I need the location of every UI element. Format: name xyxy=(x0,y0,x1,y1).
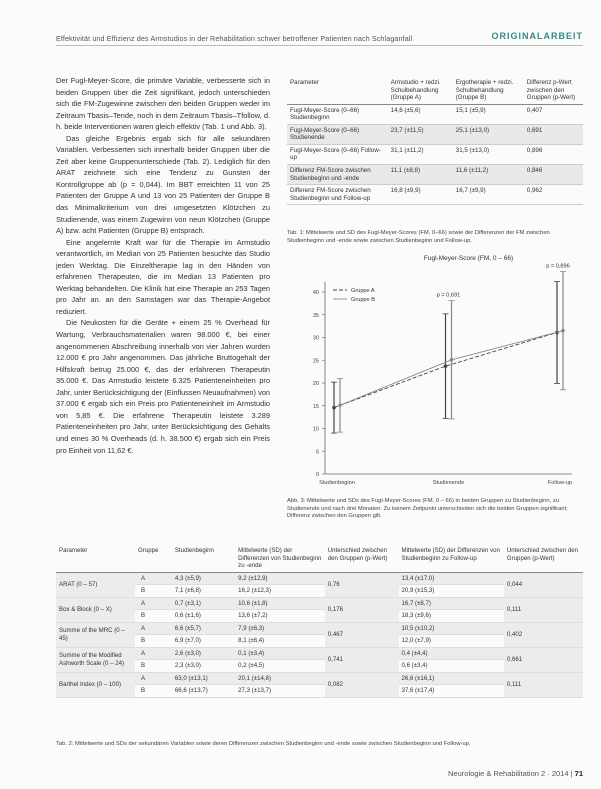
table-1-caption: Tab. 1: Mittelwerte und SD des Fugl-Meyer-Scores (FM, 0–66) sowie der Differenzen der FM zwischen Studienbeginn und -ende sowie zwischen Studienbeginn und Follow-up. xyxy=(287,230,550,244)
table-cell: 20,9 (±15,3) xyxy=(399,585,504,598)
journal-name: Neurologie & Rehabilitation 2 · 2014 xyxy=(448,769,569,778)
table-cell: 6,9 (±7,0) xyxy=(172,635,235,648)
table-cell: 9,2 (±12,9) xyxy=(235,572,325,585)
page-number: 71 xyxy=(574,769,583,778)
column-header: Unterschied zwischen den Gruppen (p-Wert) xyxy=(504,545,583,572)
table-cell: 10,6 (±1,8) xyxy=(235,597,325,610)
table-cell: 7,1 (±6,8) xyxy=(172,585,235,598)
table-cell: 25,1 (±13,0) xyxy=(453,124,524,144)
table-row xyxy=(56,622,583,635)
column-header: Parameter xyxy=(56,545,135,572)
fugl-meyer-chart xyxy=(287,252,587,492)
table-cell: 0,4 (±4,4) xyxy=(399,647,504,660)
table-cell: B xyxy=(135,660,172,673)
table-cell: 0,1 (±3,4) xyxy=(235,647,325,660)
table-cell: ARAT (0 – 57) xyxy=(56,572,135,597)
table-cell: 16,2 (±12,3) xyxy=(235,585,325,598)
column-header: Gruppe xyxy=(135,545,172,572)
table-cell: 4,3 (±5,9) xyxy=(172,572,235,585)
table-cell: 12,0 (±7,9) xyxy=(399,635,504,648)
table-cell: Differenz FM-Score zwischen Studienbeginn und -ende xyxy=(287,165,388,185)
table-cell: 26,6 (±16,1) xyxy=(399,672,504,685)
y-tick-label: 0 xyxy=(315,472,319,478)
table-row xyxy=(56,572,583,585)
table-cell: Differenz FM-Score zwischen Studienbeginn und Follow-up xyxy=(287,185,388,205)
table-cell: 0,7 (±3,1) xyxy=(172,597,235,610)
table-cell: 0,691 xyxy=(524,124,583,144)
table-cell: 8,1 (±6,4) xyxy=(235,635,325,648)
table-cell: 0,2 (±4,5) xyxy=(235,660,325,673)
y-tick-label: 20 xyxy=(312,381,319,387)
table-cell: 18,3 (±9,6) xyxy=(399,610,504,623)
table-cell: Fugl-Meyer-Score (0–66) Studienende xyxy=(287,124,388,144)
table-cell: 20,1 (±14,8) xyxy=(235,672,325,685)
table-2-caption: Tab. 2: Mittelwerte und SDs der sekundären Variablen sowie deren Differenzen zwischen Studienbeginn und -ende sowie zwischen Studienbeginn und Follow-up. xyxy=(56,741,471,747)
table-cell: 2,6 (±3,0) xyxy=(172,647,235,660)
table-row xyxy=(287,124,583,144)
table-cell: 0,741 xyxy=(325,647,399,672)
table-row xyxy=(56,597,583,610)
table-cell: 23,7 (±11,5) xyxy=(388,124,453,144)
table-row xyxy=(287,165,583,185)
column-header: Studienbeginn xyxy=(172,545,235,572)
table-cell: 37,6 (±17,4) xyxy=(399,685,504,698)
column-header: Mittelwerte (SD) der Differenzen von Studienbeginn zu Follow-up xyxy=(399,545,504,572)
body-paragraph: Das gleiche Ergebnis ergab sich für alle sekundären Variablen. Verbesserten sich innerhalb beider Gruppen über die Zeit aber keine Gruppenunterschiede (Tab. 2). Lediglich für den ARAT zeichnete sich eine Tendenz zu Gunsten der Kontrollgruppe ab (p = 0,044). Im BBT erreichten 11 von 25 Patienten der Gruppe A und 13 von 25 Patienten der Gruppe B das Minimalkriterium von drei umgesetzten Klötzchen zu Studienende, was einem Zugewinn von neun Klötzchen (Gruppe A) bzw. acht Patienten (Gruppe B) entsprach. xyxy=(56,133,270,236)
p-value-annotation: p = 0,691 xyxy=(436,292,461,299)
table-cell: 7,9 (±6,3) xyxy=(235,622,325,635)
header-rule xyxy=(56,45,583,46)
table-cell: Fugl-Meyer-Score (0–66) Follow-up xyxy=(287,144,388,164)
table-row xyxy=(287,104,583,124)
table-cell: Box & Block (0 – X) xyxy=(56,597,135,622)
table-cell: 0,6 (±3,4) xyxy=(399,660,504,673)
table-cell: 16,7 (±9,9) xyxy=(453,185,524,205)
body-paragraph: Die Neukosten für die Geräte + einem 25 % Overhead für Wartung, Verbrauchsmaterialien waren 98.000 €, bei einer angenommenen Abschreibung innerhalb von vier Jahren wurden 12.000 € pro Jahr angenommen. Das jährliche Bruttogehalt der Hilfskraft betrug 25.000 €, das der erfahrenen Therapeutin 35.000 €. Das Armstudio leistete 6.325 Patienteneinheiten pro Jahr, unter Berücksichtigung der (Einflussen Neuaufnahmen) von 37.000 € ergab sich ein Preis pro Patienteneinheit im Armstudio von 5,85 €. Die erfahrene Therapeutin leistete 3.289 Patienteneinheiten pro Jahr, unter Berücksichtigung des Gehalts und eines 30 % Overheads (d. h. 38.500 €) ergab sich ein Preis pro Einheit von 11,62 €. xyxy=(56,318,270,455)
table-cell: A xyxy=(135,572,172,585)
column-header: Unterschied zwischen den Gruppen (p-Wert) xyxy=(325,545,399,572)
table-cell: Summe of the Modified Ashworth Scale (0 – 24) xyxy=(56,647,135,672)
body-text-column xyxy=(56,75,270,456)
figure-3 xyxy=(287,252,587,492)
table-cell: Fugl-Meyer-Score (0–66) Studienbeginn xyxy=(287,104,388,124)
table-1 xyxy=(287,77,583,205)
table-cell: A xyxy=(135,647,172,660)
table-cell: 15,1 (±5,9) xyxy=(453,104,524,124)
table-cell: B xyxy=(135,610,172,623)
y-tick-label: 5 xyxy=(315,449,319,456)
column-header: Ergotherapie + redzi. Schulbehandlung (Gruppe B) xyxy=(453,77,524,104)
table-cell: B xyxy=(135,685,172,698)
table-cell: 11,6 (±11,2) xyxy=(453,165,524,185)
table-cell: 0,111 xyxy=(504,672,583,697)
body-paragraph: Der Fugl-Meyer-Score, die primäre Variable, verbesserte sich in beiden Gruppen über die Zeit signifikant, jedoch unterschieden sich die FM-Zugewinne zwischen den beiden Gruppen weder im Zeitraum Tbasis–Tende, noch in dem Zeitraum Tbasis–Tfollow, d. h. beide Interventionen waren gleich effektiv (Tab. 1 und Abb. 3). xyxy=(56,76,270,132)
y-tick-label: 25 xyxy=(312,358,319,365)
table-cell: A xyxy=(135,597,172,610)
table-2 xyxy=(56,545,583,698)
table-cell: 0,962 xyxy=(524,185,583,205)
legend-label: Gruppe B xyxy=(351,297,375,303)
table-cell: 16,7 (±8,7) xyxy=(399,597,504,610)
table-cell: 31,1 (±11,2) xyxy=(388,144,453,164)
table-cell: 16,8 (±9,9) xyxy=(388,185,453,205)
data-point xyxy=(450,358,454,362)
table-cell: A xyxy=(135,622,172,635)
section-label: ORIGINALARBEIT xyxy=(491,31,583,41)
x-tick-label: Studienbeginn xyxy=(319,480,355,486)
table-cell: 0,044 xyxy=(504,572,583,597)
table-cell: B xyxy=(135,635,172,648)
table-cell: Summe of the MRC (0 – 45) xyxy=(56,622,135,647)
x-tick-label: Studienende xyxy=(432,480,465,486)
column-header: Parameter xyxy=(287,77,388,104)
legend-label: Gruppe A xyxy=(351,288,375,294)
table-cell: 10,5 (±10,2) xyxy=(399,622,504,635)
table-cell: B xyxy=(135,585,172,598)
table-row xyxy=(287,185,583,205)
running-title: Effektivität und Effizienz des Armstudios in der Rehabilitation schwer betroffener Patienten nach Schlaganfall xyxy=(56,34,413,43)
table-cell: 0,111 xyxy=(504,597,583,622)
table-header-row xyxy=(287,77,583,104)
table-cell: A xyxy=(135,672,172,685)
table-cell: 27,3 (±13,7) xyxy=(235,685,325,698)
data-point xyxy=(561,329,565,333)
figure-3-caption: Abb. 3: Mittelwerte und SDs des Fugl-Meyer-Scores (FM, 0 – 66) in beiden Gruppen zu Studienbeginn, zu Studienende und nach drei Monaten. Zu keinem Zeitpunkt unterschieden sich die beiden Gruppen signifikant; Differenz zwischen den Gruppen gilt. xyxy=(287,498,568,519)
table-cell: 11,1 (±8,8) xyxy=(388,165,453,185)
body-paragraph: Eine angelernte Kraft war für die Therapie im Armstudio verantwortlich, im Median von 25 Patienten besuchte das Studio jeden Werktag. Die Einzeltherapie lag in den Händen von erfahrenen Therapeuten, die im Median 13 Patienten pro Werktag behandelten. Die Klinik hat eine Therapie an 253 Tagen pro Jahr an. an den Samstagen war das Therapie-Angebot reduziert. xyxy=(56,237,270,316)
y-tick-label: 15 xyxy=(312,403,319,410)
table-cell: 13,4 (±17,0) xyxy=(399,572,504,585)
column-header: Armstudio + redzi. Schulbehandlung (Gruppe A) xyxy=(388,77,453,104)
table-cell: 6,6 (±5,7) xyxy=(172,622,235,635)
table-cell: 0,467 xyxy=(325,622,399,647)
table-cell: 0,402 xyxy=(504,622,583,647)
data-point xyxy=(444,364,448,368)
table-cell: 0,661 xyxy=(504,647,583,672)
y-tick-label: 40 xyxy=(312,290,319,296)
column-header: Differenz p-Wert zwischen den Gruppen (p-Wert) xyxy=(524,77,583,104)
table-cell: 13,6 (±7,2) xyxy=(235,610,325,623)
data-point xyxy=(338,403,342,407)
table-cell: 0,6 (±1,6) xyxy=(172,610,235,623)
data-point xyxy=(332,406,336,410)
y-tick-label: 10 xyxy=(312,426,319,433)
p-value-annotation: p = 0,896 xyxy=(546,263,570,270)
table-row xyxy=(56,647,583,660)
y-tick-label: 30 xyxy=(312,335,319,342)
table-cell: 31,5 (±13,0) xyxy=(453,144,524,164)
table-row xyxy=(287,144,583,164)
table-cell: 0,082 xyxy=(325,672,399,697)
y-tick-label: 35 xyxy=(312,312,319,319)
page-footer: Neurologie & Rehabilitation 2 · 2014 | 71 xyxy=(448,769,583,778)
table-cell: 0,76 xyxy=(325,572,399,597)
table-cell: 0,407 xyxy=(524,104,583,124)
table-cell: 0,846 xyxy=(524,165,583,185)
table-cell: 0,896 xyxy=(524,144,583,164)
table-cell: 2,3 (±3,0) xyxy=(172,660,235,673)
table-header-row xyxy=(56,545,583,572)
table-cell: 63,0 (±13,1) xyxy=(172,672,235,685)
table-cell: 66,6 (±13,7) xyxy=(172,685,235,698)
chart-title: Fugl-Meyer-Score (FM, 0 – 66) xyxy=(423,255,514,262)
table-row xyxy=(56,672,583,685)
x-tick-label: Follow-up xyxy=(547,480,573,486)
table-cell: 0,176 xyxy=(325,597,399,622)
column-header: Mittelwerte (SD) der Differenzen von Studienbeginn zu -ende xyxy=(235,545,325,572)
table-cell: 14,6 (±5,6) xyxy=(388,104,453,124)
table-cell: Barthel Index (0 – 100) xyxy=(56,672,135,697)
